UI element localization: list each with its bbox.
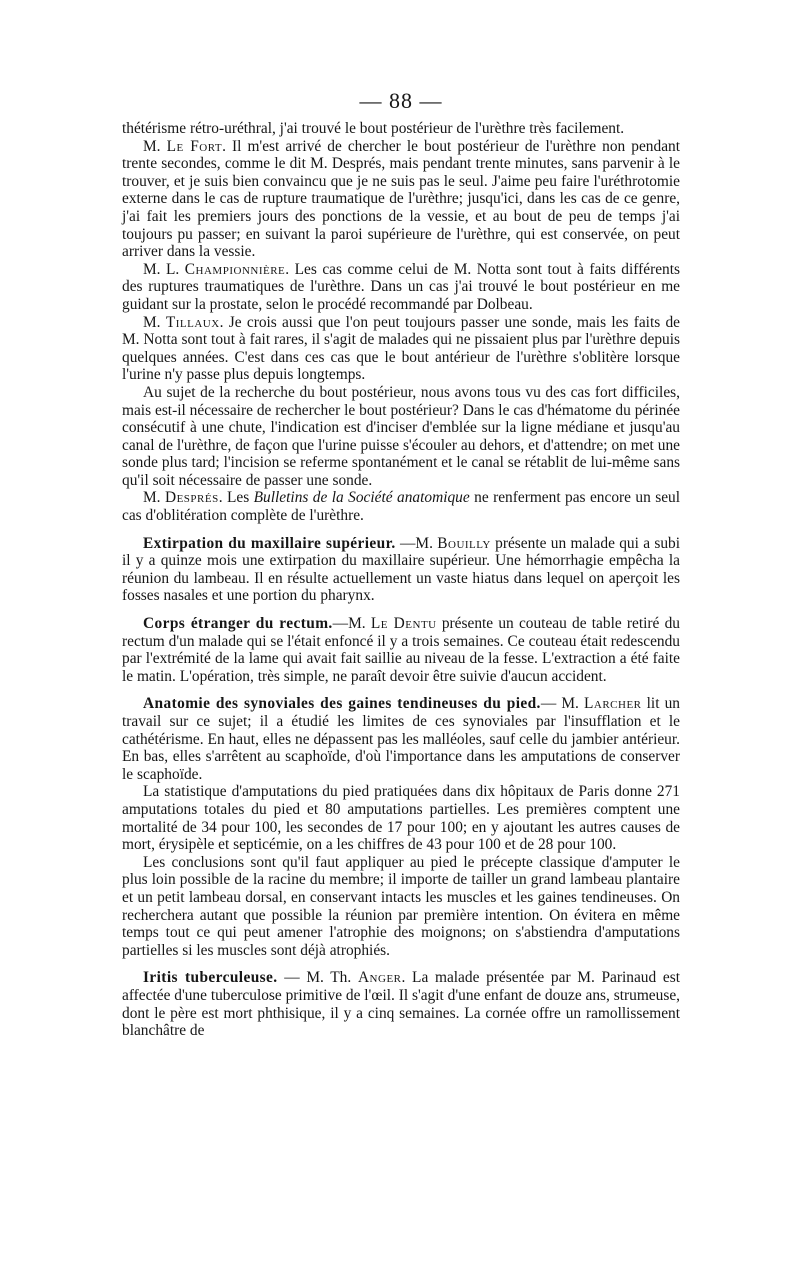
text-run: La statistique d'amputations du pied pratiquées dans dix hôpitaux de Paris donne 271 amputations totales du pied et 80 amputations partielles. Les premières comptent une mortalité de 34 pour 100, les secondes de 17 pour 100; en y ajoutant les autres causes de mort, érysipèle et septicémie, on a les chiffres de 43 pour 100 et de 28 pour 100.	[122, 783, 680, 854]
paragraph	[122, 489, 680, 524]
speaker-name: Bouilly	[437, 534, 491, 552]
paragraph	[122, 120, 680, 138]
text-run: lit un travail sur ce sujet; il a étudié les limites de ces synoviales par l'insufflation et le cathétérisme. En haut, elles ne dépassent pas les malléoles, sauf celle du jambier antérieur. En bas, elles s'arrêtent au scaphoïde, d'où l'importance dans les amputations de conserver le scaphoïde.	[122, 695, 680, 783]
text-run: Les conclusions sont qu'il faut appliquer au pied le précepte classique d'amputer le plus loin possible de la racine du membre; il importe de tailler un grand lambeau plantaire et un petit lambeau dorsal, en conservant intacts les muscles et les gaines tendineuses. On recherchera autant que possible la réunion par première intention. On évitera en même temps tout ce qui peut amener l'atrophie des moignons; on s'abstiendra d'amputations partielles si les muscles sont déjà atrophiés.	[122, 853, 680, 959]
text-run: . Les cas comme celui de M. Notta sont tout à faits différents des ruptures traumatiques de l'urèthre. Dans un cas j'ai trouvé le bout postérieur en me guidant sur la prostate, selon le procédé recommandé par Dolbeau.	[122, 260, 680, 313]
italic-title: Bulletins de la Société anatomique	[253, 489, 470, 507]
text-run: . Je crois aussi que l'on peut toujours passer une sonde, mais les faits de M. Notta sont tout à fait rares, il s'agit de malades qui ne pissaient plus par l'urèthre depuis quelques années. C'est dans ces cas que le bout antérieur de l'urèthre s'oblitère lorsque l'urine n'y passe plus depuis longtemps.	[122, 313, 681, 384]
page-number: — 88 —	[359, 88, 443, 113]
section-heading: Anatomie des synoviales des gaines tendineuses du pied.	[143, 695, 541, 713]
text-run: —M.	[395, 534, 438, 552]
paragraph	[122, 535, 680, 605]
paragraph	[122, 615, 680, 685]
speaker-name: Championnière	[184, 260, 286, 278]
paragraph	[122, 969, 680, 1039]
speaker-name: Le Fort	[166, 137, 223, 155]
paragraph	[122, 384, 680, 490]
paragraph	[122, 695, 680, 783]
paragraph	[122, 138, 680, 261]
text-run: M. L.	[143, 260, 185, 278]
speaker-name: Anger	[357, 969, 402, 987]
text-run: . La malade présentée par M. Parinaud est affectée d'une tuberculose primitive de l'œil. Il s'agit d'une enfant de douze ans, strumeuse, dont le père est mort phthisique, il y a cinq semaines. La cornée offre un ramollissement blanchâtre de	[122, 969, 680, 1040]
section-heading: Iritis tuberculeuse.	[143, 969, 278, 987]
speaker-name: Larcher	[584, 695, 642, 713]
section-heading: Extirpation du maxillaire supérieur.	[143, 534, 396, 552]
text-run: présente un malade qui a subi il y a quinze mois une extirpation du maxillaire supérieur. Une hémorrhagie empêcha la réunion du lambeau. Il en résulte actuellement un vaste hiatus dans lequel on aperçoit les fosses nasales et une portion du pharynx.	[122, 534, 680, 605]
text-run: M.	[143, 137, 167, 155]
paragraph	[122, 261, 680, 314]
speaker-name: Després	[164, 489, 219, 507]
text-run: . Il m'est arrivé de chercher le bout postérieur de l'urèthre non pendant trente secondes, comme le dit M. Després, mais pendant trente minutes, sans parvenir à le trouver, et je suis bien convaincu que je ne suis pas le seul. J'aime peu faire l'uréthrotomie externe dans le cas de rupture traumatique de l'urèthre; jusqu'ici, dans les cas de ce genre, j'ai fait les premiers jours des ponctions de la vessie, et au bout de peu de temps j'ai toujours pu passer; en suivant la paroi supérieure de l'urèthre, qui est conservée, on peut arriver dans la vessie.	[122, 137, 680, 261]
text-run: M.	[143, 313, 166, 331]
text-run: présente un couteau de table retiré du rectum d'un malade qui se l'était enfoncé il y a trois semaines. Ce couteau était redescendu par l'extrémité de la lame qui avait fait saillie au niveau de la fesse. L'extraction a été faite le matin. L'opération, très simple, ne paraît devoir être suivie d'aucun accident.	[122, 615, 680, 685]
text-run: M.	[143, 489, 165, 507]
text-run: ne renferment pas encore un seul cas d'oblitération complète de l'urèthre.	[122, 489, 681, 525]
text-run: —M.	[332, 615, 371, 633]
paragraph	[122, 854, 680, 960]
section-heading: Corps étranger du rectum.	[143, 615, 333, 633]
paragraph	[122, 314, 680, 384]
paragraph	[122, 783, 680, 853]
text-run: — M.	[540, 695, 584, 713]
text-run: thétérisme rétro-uréthral, j'ai trouvé le bout postérieur de l'urèthre très facilement.	[122, 120, 625, 137]
text-run: Au sujet de la recherche du bout postérieur, nous avons tous vu des cas fort difficiles, mais est-il nécessaire de rechercher le bout postérieur? Dans le cas d'hématome du périnée consécutif à une chute, l'indication est d'inciser d'emblée sur la ligne médiane et jusqu'au canal de l'urèthre, de façon que l'urine puisse s'écouler au dehors, et d'attendre; on met une sonde plus tard; l'incision se referme spontanément et le canal se rétablit de lui-même sans qu'il soit nécessaire de passer une sonde.	[122, 383, 680, 489]
text-run: — M. Th.	[277, 969, 358, 987]
body-text	[122, 120, 680, 1040]
text-run: . Les	[218, 489, 254, 507]
speaker-name: Tillaux	[165, 313, 220, 331]
speaker-name: Le Dentu	[370, 615, 437, 633]
